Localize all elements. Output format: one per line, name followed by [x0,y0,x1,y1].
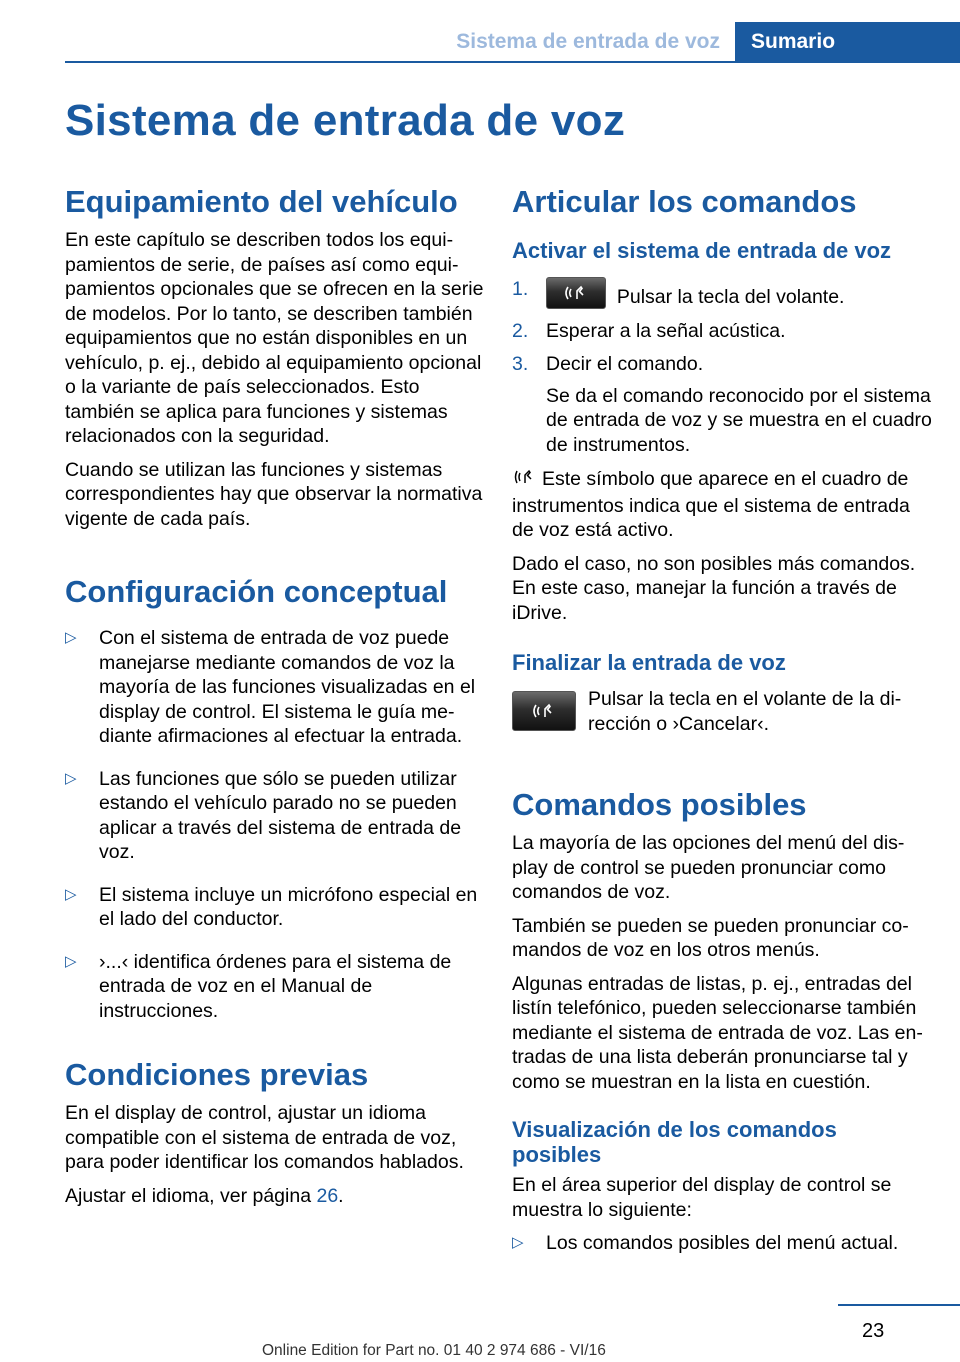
voice-command-key-icon [512,691,576,731]
symbol-paragraph: Este símbolo que aparece en el cuadro de instrumentos indica que el sistema de entrada de voz está activo. [512,468,910,541]
list-item: ▷ Los comandos posibles del menú actual. [512,1232,899,1254]
triangle-bullet-icon: ▷ [65,769,77,787]
footer-edition: Online Edition for Part no. 01 40 2 974 686 - VI/16 [262,1342,606,1359]
comandos-paragraph-1: La mayoría de las opciones del menú del display de control se pueden pronunciar como comandos de voz. [512,832,905,903]
header-rule [65,61,960,63]
list-item: ▷ Las funciones que sólo se pueden utilizar estando el vehículo parado no se pueden aplicar a través del sistema de entrada de voz. [65,767,462,863]
triangle-bullet-icon: ▷ [65,952,77,970]
voice-active-symbol-icon [512,467,536,494]
comandos-heading: Comandos posibles [512,787,807,822]
list-item: ▷ El sistema incluye un micrófono especial en el lado del conductor. [65,883,478,930]
header-tab-sumario[interactable]: Sumario [735,22,960,62]
cond-paragraph-2: Ajustar el idioma, ver página 26. [65,1184,344,1207]
triangle-bullet-icon: ▷ [65,629,77,646]
equip-paragraph-1: En este capítulo se describen todos los equipamientos de serie, de países así como equipamientos opcionales que se ofrecen en la serie de modelos. Por lo tanto, se describen también equipamientos que no están disponibles en un vehículo, p. ej., debido al equipamiento opcional o la variante de país seleccionados. Esto también se aplica para funciones y sistemas relacionados con la seguridad. [65,229,484,447]
page-link-26[interactable]: 26 [316,1184,339,1207]
left-column [65,180,485,1217]
activar-heading: Activar el sistema de entrada de voz [512,238,892,263]
visualizacion-heading: Visualización de los comandos posibles [512,1117,837,1167]
page-number: 23 [862,1320,885,1342]
triangle-bullet-icon: ▷ [65,885,77,903]
list-item: 1. Pulsar la tecla del volante. [512,278,845,308]
steps-list [512,277,932,457]
finalizar-heading: Finalizar la entrada de voz [512,650,786,675]
visualizacion-list [512,1231,932,1256]
comandos-paragraph-3: Algunas entradas de listas, p. ej., entradas del listín telefónico, pueden seleccionarse también mediante el sistema de entrada de voz. Las entradas de una lista deberán pronunciarse tal y como se muestran en la lista en cuestión. [512,972,923,1093]
comandos-paragraph-2: También se pueden se pueden pronunciar comandos de voz en los otros menús. [512,914,909,961]
page-header [65,22,960,62]
voice-command-key-icon [546,277,606,309]
list-item: 2. Esperar a la señal acústica. [512,319,786,342]
cond-paragraph-1: En el display de control, ajustar un idioma compatible con el sistema de entrada de voz, para poder identificar los comandos hablados. [65,1102,464,1173]
page-title: Sistema de entrada de voz [65,96,626,145]
right-column [512,180,932,1274]
triangle-bullet-icon: ▷ [512,1234,524,1251]
list-item: ▷ Con el sistema de entrada de voz puede manejarse mediante comandos de voz la mayoría de las funciones visualizadas en el display de control. El sistema le guía mediante afirmaciones al efectuar la entrada. [65,627,476,747]
config-list [65,626,485,1023]
visualizacion-paragraph: En el área superior del display de control se muestra lo siguiente: [512,1174,892,1221]
equip-paragraph-2: Cuando se utilizan las funciones y sistemas correspondientes hay que observar la normativa vigente de cada país. [65,458,483,530]
footer-rule [838,1304,960,1306]
header-section-label: Sistema de entrada de voz [456,30,720,53]
finalizar-text: Pulsar la tecla en el volante de la dirección o ›Cancelar‹. [588,688,902,735]
cond-heading: Condiciones previas [65,1057,369,1092]
articular-heading: Articular los comandos [512,184,857,219]
equip-heading: Equipamiento del vehículo [65,184,458,219]
config-heading: Configuración conceptual [65,574,448,609]
list-item: 3. Decir el comando. Se da el comando reconocido por el sistema de entrada de voz y se muestra en el cuadro de instrumentos. [512,353,932,456]
dado-paragraph: Dado el caso, no son posibles más comandos. En este caso, manejar la función a través de iDrive. [512,552,916,624]
list-item: ▷ ›...‹ identifica órdenes para el sistema de entrada de voz en el Manual de instrucciones. [65,950,452,1022]
